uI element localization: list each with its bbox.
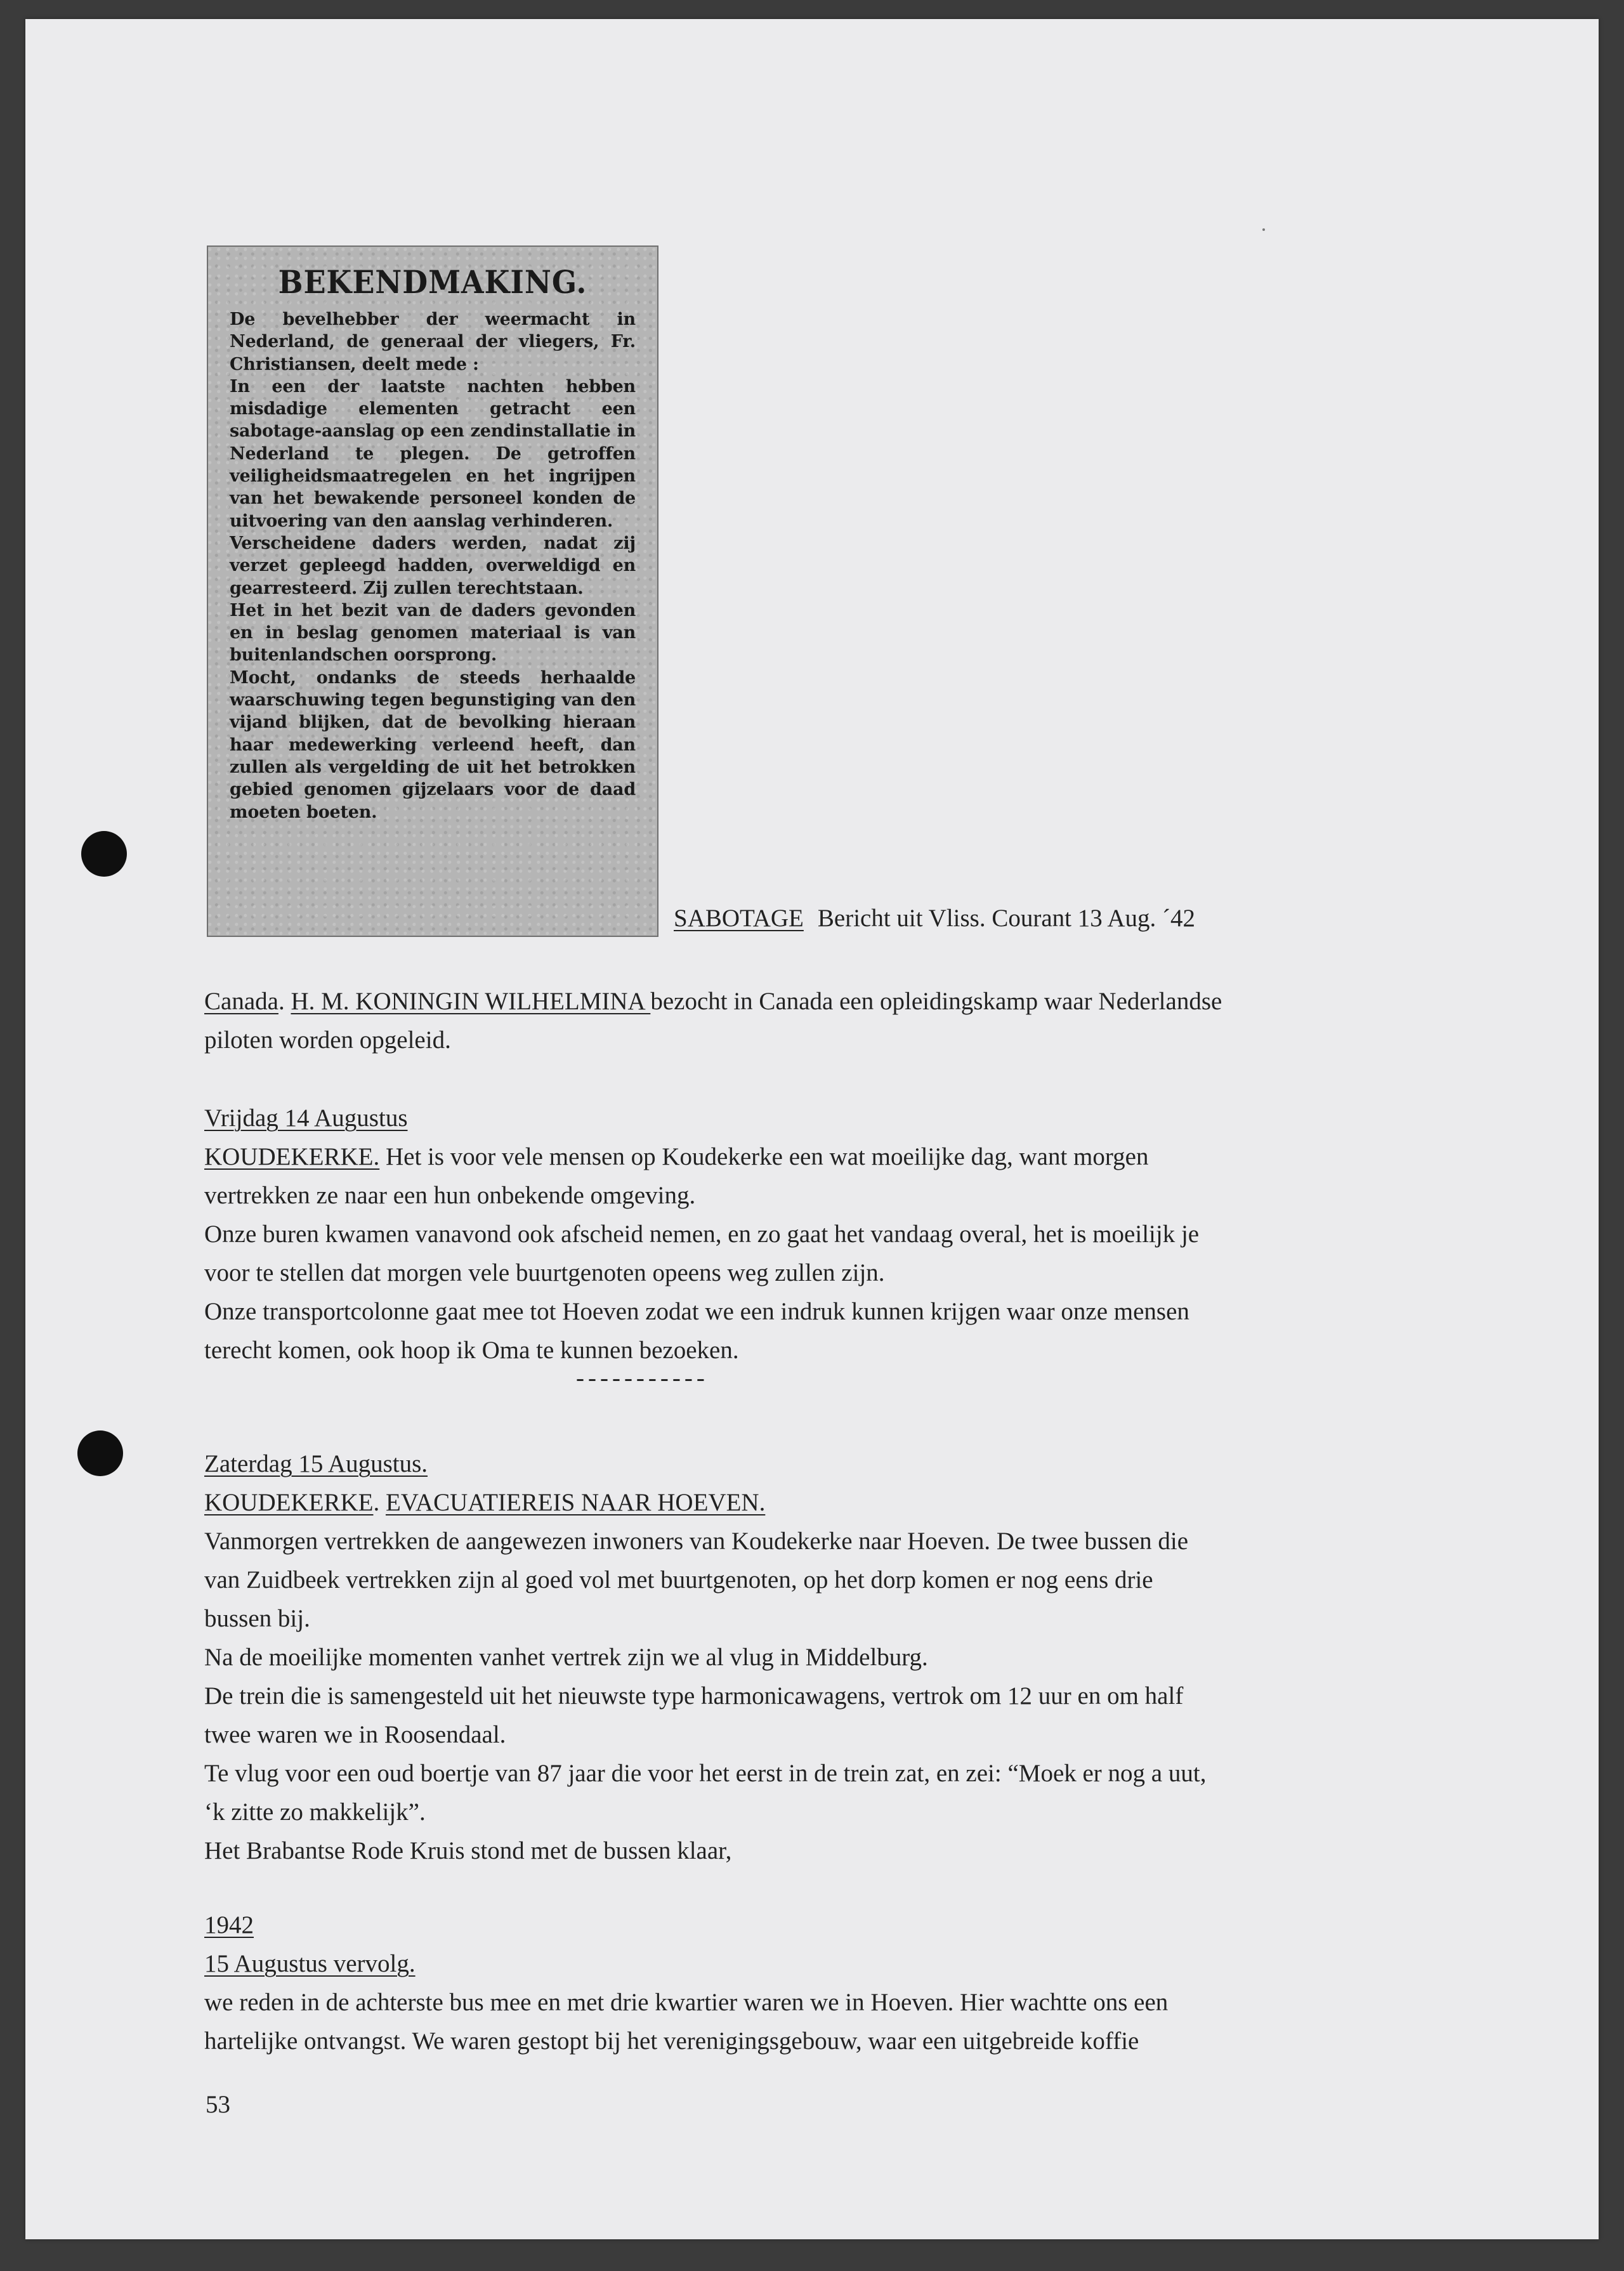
section-separator: ----------- <box>576 1365 709 1392</box>
clipping-body: De bevelhebber der weermacht in Nederland, de generaal der vliegers, Fr. Christiansen, deelt mede : In een der laatste nachten hebben misdadige elementen getracht een sabotage-aanslag op een zendinstallatie in Nederland te plegen. De getroffen veiligheidsmaatregelen en het ingrijpen van het bewakende personeel konden de uitvoering van den aanslag verhinderen. Verscheidene daders werden, nadat zij verzet gepleegd hadden, overweldigd en gearresteerd. Zij zullen terechtstaan. Het in het bezit van de daders gevonden en in beslag genomen materiaal is van buitenlandschen oorsprong. Mocht, ondanks de steeds herhaalde waarschuwing tegen begunstiging van den vijand blijken, dat de bevolking hieraan haar medewerking verleend heeft, dan zullen als vergelding de uit het betrokken gebied genomen gijzelaars voor de daad moeten boeten. <box>230 310 636 822</box>
clipping-caption <box>674 904 1195 933</box>
friday-place: KOUDEKERKE. <box>204 1143 380 1170</box>
newspaper-clipping <box>207 245 658 937</box>
friday-entry: Vrijdag 14 Augustus KOUDEKERKE. Het is voor vele mensen op Koudekerke een wat moeilijke dag, want morgen vertrekken ze naar een hun onbekende omgeving. Onze buren kwamen vanavond ook afscheid nemen, en zo gaat het vandaag overal, het is moeilijk je voor te stellen dat morgen vele buurtgenoten opeens weg zullen zijn. Onze transportcolonne gaat mee tot Hoeven zodat we een indruk kunnen krijgen waar onze mensen terecht komen, ook hoop ik Oma te kunnen bezoeken. <box>204 1104 1200 1364</box>
canada-paragraph: Canada. H. M. KONINGIN WILHELMINA bezocht in Canada een opleidingskamp waar Nederlandse piloten worden opgeleid. <box>204 988 1222 1054</box>
saturday-date: Zaterdag 15 Augustus. <box>204 1450 428 1477</box>
continuation-entry: 1942 15 Augustus vervolg. we reden in de achterste bus mee en met drie kwartier waren we in Hoeven. Hier wachtte ons een hartelijke ontvangst. We waren gestopt bij het verenigingsgebouw, waar een uitgebreide koffie <box>204 1911 1169 2055</box>
friday-date: Vrijdag 14 Augustus <box>204 1104 408 1132</box>
caption-text: Bericht uit Vliss. Courant 13 Aug. ´42 <box>817 905 1195 932</box>
caption-label: SABOTAGE <box>674 905 804 932</box>
continuation-year: 1942 <box>204 1911 254 1939</box>
punch-hole-bottom <box>77 1430 123 1476</box>
saturday-place: KOUDEKERKE <box>204 1489 374 1516</box>
canada-subject: H. M. KONINGIN WILHELMINA <box>291 988 651 1015</box>
clipping-title: BEKENDMAKING. <box>278 263 587 301</box>
saturday-title: EVACUATIEREIS NAAR HOEVEN. <box>385 1489 766 1516</box>
punch-hole-top <box>81 831 127 877</box>
document-page <box>25 19 1599 2239</box>
page-number: 53 <box>206 2091 230 2118</box>
paper-speck <box>1262 228 1265 231</box>
continuation-heading: 15 Augustus vervolg. <box>204 1950 416 1977</box>
canada-place: Canada <box>204 988 278 1015</box>
saturday-entry: Zaterdag 15 Augustus. KOUDEKERKE. EVACUATIEREIS NAAR HOEVEN. Vanmorgen vertrekken de aangewezen inwoners van Koudekerke naar Hoeven. De twee bussen die van Zuidbeek vertrekken zijn al goed vol met buurtgenoten, op het dorp komen er nog eens drie bussen bij. Na de moeilijke momenten vanhet vertrek zijn we al vlug in Middelburg. De trein die is samengesteld uit het nieuwste type harmonicawagens, vertrok om 12 uur en om half twee waren we in Roosendaal. Te vlug voor een oud boertje van 87 jaar die voor het eerst in de trein zat, en zei: “Moek er nog a uut, ‘k zitte zo makkelijk”. Het Brabantse Rode Kruis stond met de bussen klaar, <box>204 1450 1207 1864</box>
